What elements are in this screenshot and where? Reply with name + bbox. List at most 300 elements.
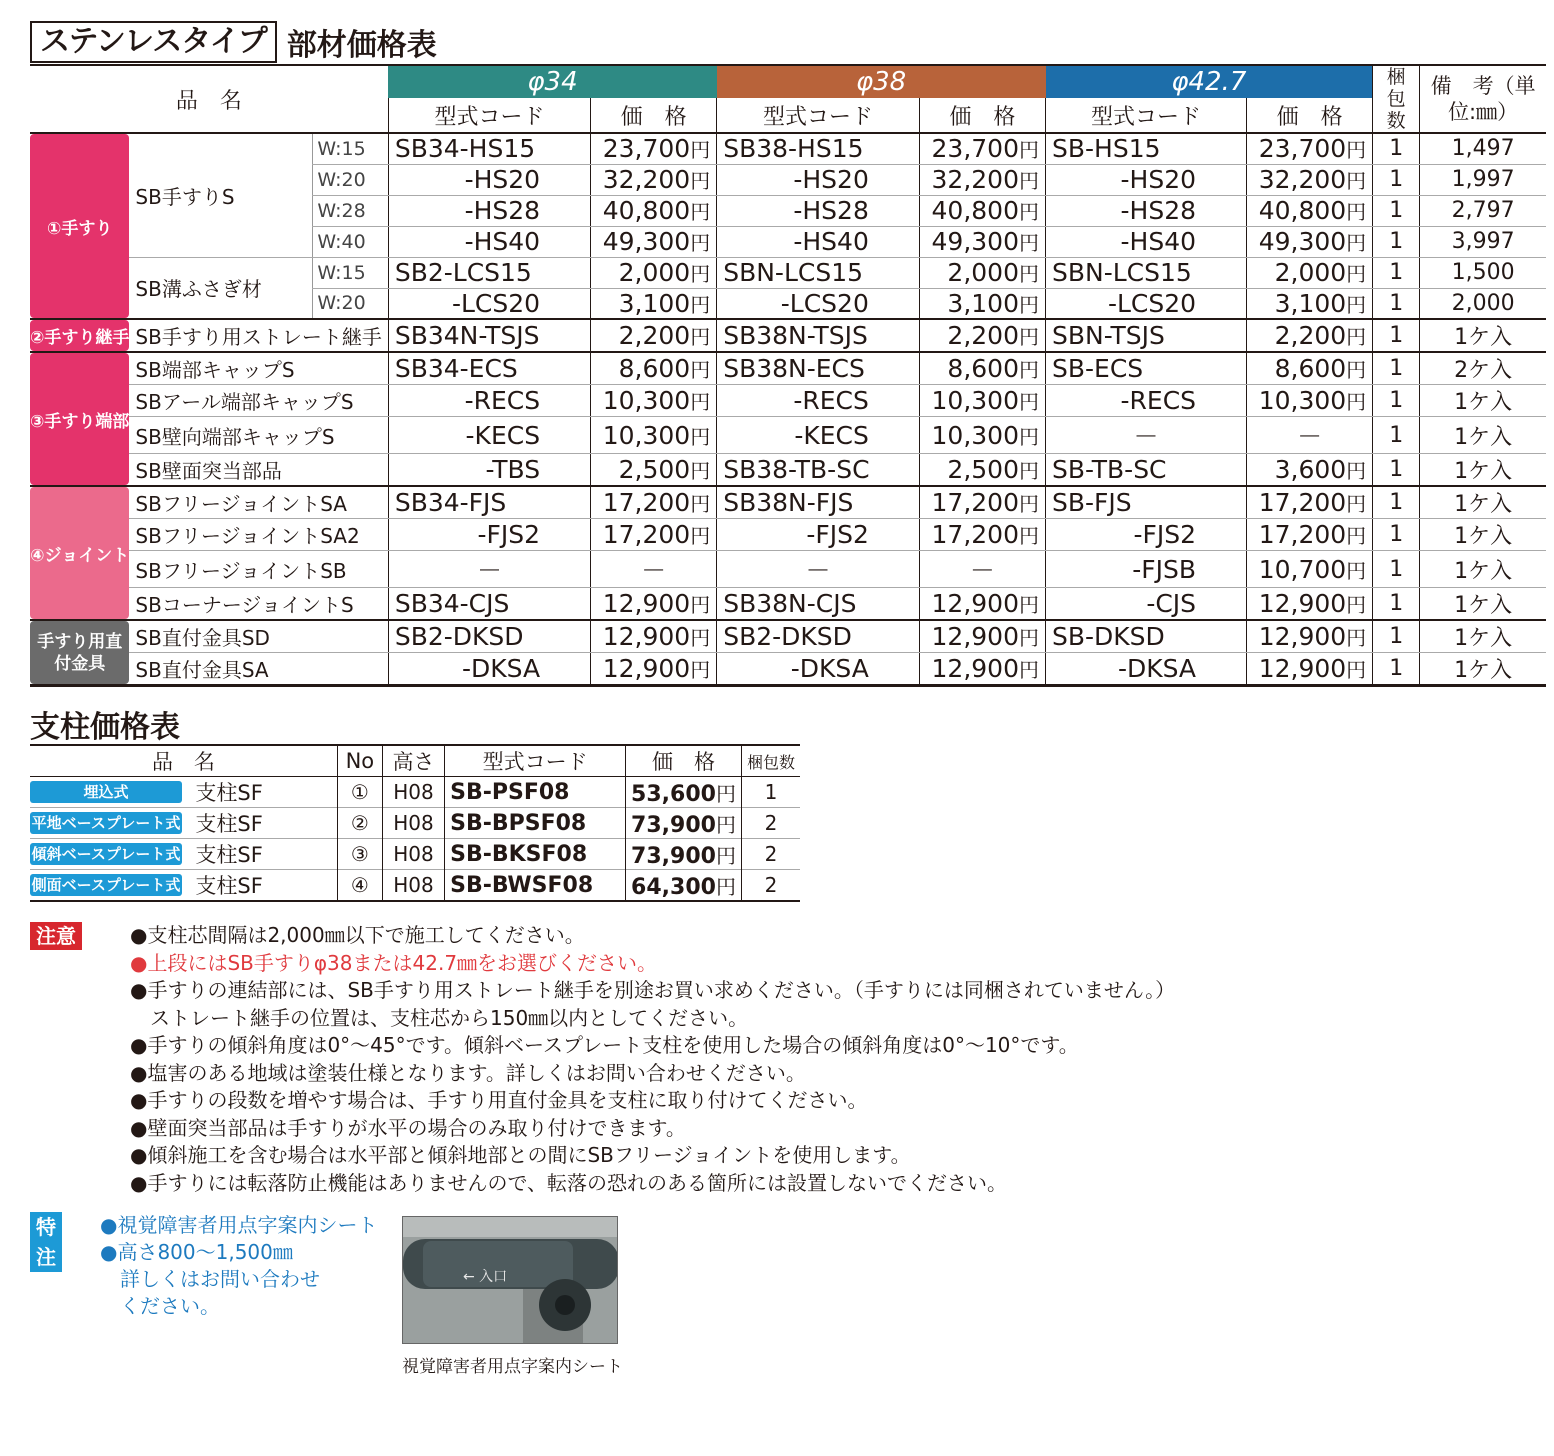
model-code: SB-HS15 <box>1046 133 1247 164</box>
yen-unit: 円 <box>1019 292 1039 317</box>
pack-qty: 1 <box>1373 486 1420 519</box>
model-code: -RECS <box>388 385 590 417</box>
post-no: ④ <box>337 870 382 902</box>
remark: 2,000 <box>1420 288 1546 319</box>
price-value: 2,000 <box>947 258 1019 287</box>
price-value: 10,700 <box>1258 554 1347 584</box>
price-value: 12,900 <box>931 622 1019 651</box>
special-item: ●高さ800～1,500㎜ <box>100 1240 293 1264</box>
note-item: ●上段にはSB手すりφ38または42.7㎜をお選びください。 <box>130 950 658 975</box>
width-spec: W:15 <box>313 257 388 288</box>
model-code: -FJS2 <box>388 519 590 551</box>
price-value: 40,800 <box>931 196 1019 225</box>
model-code: -FJS2 <box>1046 519 1247 551</box>
yen-unit: 円 <box>1019 169 1039 193</box>
remark: 1,997 <box>1420 164 1546 195</box>
price-value: 17,200 <box>1258 488 1347 517</box>
post-code: SB-BPSF08 <box>445 808 626 839</box>
yen-unit: 円 <box>1019 231 1039 255</box>
yen-unit: 円 <box>1019 390 1039 414</box>
pack-qty: 1 <box>1373 288 1420 319</box>
remark: 1ケ入 <box>1420 588 1546 621</box>
model-code: SB-DKSD <box>1046 620 1247 653</box>
pack-qty: 1 <box>1373 417 1420 454</box>
price-value: 23,700 <box>931 134 1019 164</box>
price-value: 17,200 <box>602 520 691 549</box>
col-code: 型式コード <box>388 98 590 133</box>
item-name: SB直付金具SD <box>129 620 388 653</box>
model-code: -FJSB <box>1046 551 1247 588</box>
model-code: -HS20 <box>388 164 590 195</box>
yen-unit: 円 <box>1346 593 1367 617</box>
price-value: 40,800 <box>1258 196 1347 225</box>
model-code: SB38N-CJS <box>717 588 920 621</box>
price-value: 49,300 <box>931 227 1019 256</box>
yen-unit: 円 <box>1019 200 1039 224</box>
parts-row <box>30 385 1546 417</box>
yen-unit: 円 <box>715 843 736 868</box>
col-d42: φ42.7 <box>1046 65 1373 98</box>
price-value: 3,100 <box>1274 288 1347 318</box>
remark: 1ケ入 <box>1420 551 1546 588</box>
pack-qty: 1 <box>1373 133 1420 164</box>
model-code: -DKSA <box>1046 653 1247 686</box>
parts-row <box>30 133 1546 164</box>
model-code: -HS28 <box>717 195 920 226</box>
remark: 1,497 <box>1420 133 1546 164</box>
model-code: -TBS <box>388 454 590 487</box>
yen-unit: 円 <box>1019 138 1039 163</box>
price-value: 49,300 <box>1258 227 1347 256</box>
posts-price-table <box>30 744 800 902</box>
category-badge: ③手すり端部 <box>30 353 129 485</box>
price-value: 10,300 <box>1258 386 1347 415</box>
model-code: SB38N-ECS <box>717 352 920 385</box>
price-value: 12,900 <box>931 589 1019 618</box>
pack-qty: 1 <box>1373 164 1420 195</box>
yen-unit: 円 <box>690 358 711 382</box>
remark: 1,500 <box>1420 257 1546 288</box>
col-note: 備 考（単位:㎜） <box>1420 65 1546 133</box>
model-code: SB34-HS15 <box>388 133 590 164</box>
model-code: -LCS20 <box>1046 288 1247 319</box>
yen-unit: 円 <box>1019 358 1039 382</box>
pack-qty: 1 <box>1373 588 1420 621</box>
yen-unit: 円 <box>690 138 711 163</box>
pack-qty: 1 <box>1373 653 1420 686</box>
yen-unit: 円 <box>1019 424 1039 449</box>
model-code: -FJS2 <box>717 519 920 551</box>
note-item: ●手すりには転落防止機能はありませんので、転落の恐れのある箇所には設置しないでください。 <box>130 1170 1008 1195</box>
model-code: SB34-FJS <box>388 486 590 519</box>
yen-unit: 円 <box>1346 492 1367 516</box>
post-height: H08 <box>382 839 444 870</box>
item-name: SBフリージョイントSB <box>129 551 388 588</box>
item-name: SB壁向端部キャップS <box>129 417 388 454</box>
model-code: － <box>717 551 920 588</box>
col-pack: 梱包数 <box>1373 65 1420 133</box>
posts-col-height: 高さ <box>382 745 444 777</box>
posts-col-name: 品 名 <box>30 745 337 777</box>
model-code: -RECS <box>1046 385 1247 417</box>
price-value: 12,900 <box>602 622 691 651</box>
remark: 3,997 <box>1420 226 1546 257</box>
price-value: 23,700 <box>1258 134 1347 164</box>
model-code: SB-ECS <box>1046 352 1247 385</box>
yen-unit: 円 <box>690 169 711 193</box>
yen-unit: 円 <box>1346 626 1367 650</box>
braille-sheet-photo <box>402 1216 618 1344</box>
model-code: -HS40 <box>717 226 920 257</box>
note-item: ●手すりの連結部には、SB手すり用ストレート継手を別途お買い求めください。（手すりには同梱されていません。） <box>130 978 1176 1002</box>
col-price: 価 格 <box>1247 98 1373 133</box>
posts-row <box>30 870 800 902</box>
posts-row <box>30 777 800 808</box>
item-name: SB手すり用ストレート継手 <box>135 325 382 349</box>
model-code: SB2-DKSD <box>388 620 590 653</box>
posts-col-no: No <box>337 745 382 777</box>
parts-price-table <box>30 64 1546 687</box>
yen-unit: 円 <box>1346 459 1367 483</box>
model-code: -LCS20 <box>388 288 590 319</box>
yen-unit: 円 <box>1019 492 1039 516</box>
post-price: 73,900 <box>631 812 716 838</box>
remark: 1ケ入 <box>1420 417 1546 454</box>
price-value: 49,300 <box>602 227 691 256</box>
pack-qty: 1 <box>1373 551 1420 588</box>
yen-unit: 円 <box>1346 138 1367 163</box>
parts-row <box>30 257 1546 288</box>
pack-qty: 1 <box>1373 352 1420 385</box>
yen-unit: 円 <box>690 593 711 617</box>
yen-unit: 円 <box>1346 325 1367 349</box>
yen-unit: 円 <box>690 524 711 548</box>
yen-unit: 円 <box>1346 524 1367 548</box>
parts-row <box>30 454 1546 487</box>
yen-unit: 円 <box>690 200 711 224</box>
posts-col-code: 型式コード <box>445 745 626 777</box>
yen-unit: 円 <box>715 781 736 806</box>
model-code: SB-TB-SC <box>1046 454 1247 487</box>
parts-row <box>30 319 1546 352</box>
col-code: 型式コード <box>1046 98 1247 133</box>
model-code: -KECS <box>388 417 590 454</box>
item-name: SB直付金具SA <box>135 658 269 682</box>
model-code: -RECS <box>717 385 920 417</box>
post-name: 支柱SF <box>195 812 263 836</box>
post-type-tag: 傾斜ベースプレート式 <box>31 845 181 863</box>
item-name: SB端部キャップS <box>129 352 388 385</box>
price-value: 10,300 <box>931 386 1019 415</box>
parts-row <box>30 620 1546 653</box>
model-code: -LCS20 <box>717 288 920 319</box>
yen-unit: 円 <box>1019 325 1039 349</box>
category-badge: 手すり用直付金具 <box>30 621 129 684</box>
price-value: 2,200 <box>618 321 691 350</box>
yen-unit: 円 <box>1346 658 1367 682</box>
width-spec: W:20 <box>313 164 388 195</box>
note-item: ●支柱芯間隔は2,000㎜以下で施工してください。 <box>130 923 585 947</box>
model-code: SB34-ECS <box>388 352 590 385</box>
photo-label: ← 入口 <box>463 1269 508 1285</box>
price-value: 2,000 <box>618 258 691 287</box>
price-value: 12,900 <box>602 589 691 618</box>
note-item: ●傾斜施工を含む場合は水平部と傾斜地部との間にSBフリージョイントを使用します。 <box>130 1143 911 1167</box>
width-spec: W:20 <box>313 288 388 319</box>
model-code: -KECS <box>717 417 920 454</box>
pack-qty: 1 <box>1373 226 1420 257</box>
item-name: SBフリージョイントSA2 <box>129 519 388 551</box>
parts-row <box>30 588 1546 621</box>
model-code: SB38N-FJS <box>717 486 920 519</box>
post-price: 64,300 <box>631 874 716 900</box>
post-height: H08 <box>382 808 444 839</box>
special-label: 特注 <box>30 1212 62 1272</box>
posts-col-pack: 梱包数 <box>741 745 800 777</box>
post-pack: 2 <box>741 870 800 902</box>
pack-qty: 1 <box>1373 195 1420 226</box>
remark: 1ケ入 <box>1420 519 1546 551</box>
yen-unit: 円 <box>690 390 711 414</box>
yen-unit: 円 <box>1346 262 1367 286</box>
yen-unit: 円 <box>1346 200 1367 224</box>
note-item: ストレート継手の位置は、支柱芯から150㎜以内としてください。 <box>130 1005 749 1030</box>
post-no: ③ <box>337 839 382 870</box>
price-value: 10,300 <box>602 420 691 450</box>
title-plain: 部材価格表 <box>286 28 437 63</box>
post-pack: 1 <box>741 777 800 808</box>
special-item: 詳しくはお問い合わせ <box>100 1267 320 1291</box>
price-value: 40,800 <box>602 196 691 225</box>
yen-unit: 円 <box>1019 658 1039 682</box>
post-height: H08 <box>382 777 444 808</box>
model-code: -HS40 <box>1046 226 1247 257</box>
yen-unit: 円 <box>690 492 711 516</box>
price-value: 8,600 <box>947 354 1019 383</box>
parts-row <box>30 519 1546 551</box>
yen-unit: 円 <box>690 459 711 483</box>
price-value: 12,900 <box>931 654 1019 683</box>
note-item: ●手すりの段数を増やす場合は、手すり用直付金具を支柱に取り付けてください。 <box>130 1088 868 1112</box>
col-name: 品 名 <box>30 65 388 133</box>
posts-title: 支柱価格表 <box>30 710 180 745</box>
price-value: 23,700 <box>602 134 691 164</box>
category-badge: ②手すり継手 <box>30 320 129 351</box>
price-value: 17,200 <box>931 488 1019 517</box>
parts-row <box>30 551 1546 588</box>
post-height: H08 <box>382 870 444 902</box>
model-code: SB38N-TSJS <box>717 319 920 352</box>
yen-unit: 円 <box>690 658 711 682</box>
price-value: 32,200 <box>1258 165 1347 194</box>
price-value: 3,100 <box>618 288 691 318</box>
pack-qty: 1 <box>1373 620 1420 653</box>
remark: 1ケ入 <box>1420 319 1546 352</box>
yen-unit: 円 <box>1019 262 1039 286</box>
model-code: SB38-HS15 <box>717 133 920 164</box>
post-type-tag: 側面ベースプレート式 <box>31 876 181 894</box>
yen-unit: 円 <box>1346 558 1367 583</box>
col-price: 価 格 <box>919 98 1045 133</box>
model-code: -CJS <box>1046 588 1247 621</box>
pack-qty: 1 <box>1373 385 1420 417</box>
remark: 1ケ入 <box>1420 385 1546 417</box>
remark: 2,797 <box>1420 195 1546 226</box>
yen-unit: 円 <box>1346 169 1367 193</box>
notes-list <box>130 922 1175 1197</box>
parts-row <box>30 417 1546 454</box>
post-code: SB-PSF08 <box>445 777 626 808</box>
price-value: 10,300 <box>602 386 691 415</box>
pack-qty: 1 <box>1373 319 1420 352</box>
model-code: SB34N-TSJS <box>388 319 590 352</box>
yen-unit: 円 <box>1019 459 1039 483</box>
model-code: SB2-LCS15 <box>388 257 590 288</box>
price-value: 17,200 <box>931 520 1019 549</box>
price-value: 2,000 <box>1274 258 1347 287</box>
price-value: 3,100 <box>947 288 1019 318</box>
price-value: 10,300 <box>931 420 1019 450</box>
yen-unit: 円 <box>690 626 711 650</box>
parts-row <box>30 486 1546 519</box>
post-name: 支柱SF <box>195 781 263 805</box>
price-value: 17,200 <box>1258 520 1347 549</box>
model-code: － <box>1046 417 1247 454</box>
posts-row <box>30 839 800 870</box>
parts-row <box>30 653 1546 686</box>
yen-unit: 円 <box>715 812 736 837</box>
model-code: -DKSA <box>388 653 590 686</box>
col-d34: φ34 <box>388 65 716 98</box>
model-code: -HS20 <box>1046 164 1247 195</box>
model-code: -HS20 <box>717 164 920 195</box>
page-title <box>30 20 437 64</box>
remark: 1ケ入 <box>1420 486 1546 519</box>
price-value: 12,900 <box>1258 589 1347 618</box>
remark: 1ケ入 <box>1420 454 1546 487</box>
post-no: ① <box>337 777 382 808</box>
remark: 1ケ入 <box>1420 653 1546 686</box>
parts-row <box>30 352 1546 385</box>
posts-row <box>30 808 800 839</box>
post-code: SB-BWSF08 <box>445 870 626 902</box>
price-value: 17,200 <box>602 488 691 517</box>
price-value: 2,200 <box>947 321 1019 350</box>
note-item: ●塩害のある地域は塗装仕様となります。詳しくはお問い合わせください。 <box>130 1060 806 1085</box>
note-item: ●手すりの傾斜角度は0°～45°です。傾斜ベースプレート支柱を使用した場合の傾斜角度は0°～10°です。 <box>130 1033 1079 1057</box>
special-item: ●視覚障害者用点字案内シート <box>100 1213 378 1237</box>
pack-qty: 1 <box>1373 454 1420 487</box>
price-value: 3,600 <box>1274 455 1347 484</box>
model-code: SBN-TSJS <box>1046 319 1247 352</box>
yen-unit: 円 <box>1346 390 1367 414</box>
model-code: -HS28 <box>1046 195 1247 226</box>
price-value: 2,200 <box>1274 321 1347 350</box>
special-item: ください。 <box>100 1294 220 1318</box>
model-code: SBN-LCS15 <box>1046 257 1247 288</box>
price-value: 32,200 <box>602 165 691 194</box>
post-no: ② <box>337 808 382 839</box>
post-type-tag: 平地ベースプレート式 <box>31 814 181 832</box>
model-code: -HS28 <box>388 195 590 226</box>
price-value: 32,200 <box>931 165 1019 194</box>
item-name: SBコーナージョイントS <box>135 593 354 617</box>
posts-col-price: 価 格 <box>626 745 742 777</box>
price-value: 8,600 <box>1274 354 1347 383</box>
remark: 1ケ入 <box>1420 620 1546 653</box>
yen-unit: 円 <box>690 325 711 349</box>
item-name: SB壁面突当部品 <box>135 459 282 483</box>
price-value: － <box>969 556 995 585</box>
model-code: SBN-LCS15 <box>717 257 920 288</box>
post-name: 支柱SF <box>195 874 263 898</box>
model-code: -HS40 <box>388 226 590 257</box>
price-value: 2,500 <box>618 455 691 484</box>
category-badge: ④ジョイント <box>30 487 129 619</box>
yen-unit: 円 <box>1346 292 1367 317</box>
col-price: 価 格 <box>591 98 717 133</box>
model-code: SB-FJS <box>1046 486 1247 519</box>
yen-unit: 円 <box>1346 231 1367 255</box>
price-value: 2,500 <box>947 455 1019 484</box>
category-badge: ①手すり <box>30 134 129 318</box>
post-type-tag: 埋込式 <box>30 781 182 803</box>
title-boxed: ステンレスタイプ <box>30 21 277 63</box>
yen-unit: 円 <box>690 262 711 286</box>
special-list <box>100 1212 400 1320</box>
pack-qty: 1 <box>1373 257 1420 288</box>
yen-unit: 円 <box>1019 593 1039 617</box>
model-code: SB38-TB-SC <box>717 454 920 487</box>
post-pack: 2 <box>741 808 800 839</box>
price-value: － <box>1297 422 1323 451</box>
item-name: SB溝ふさぎ材 <box>129 257 313 319</box>
item-name: SBアール端部キャップS <box>129 385 388 417</box>
width-spec: W:28 <box>313 195 388 226</box>
price-value: 12,900 <box>1258 622 1347 651</box>
note-item: ●壁面突当部品は手すりが水平の場合のみ取り付けできます。 <box>130 1115 686 1140</box>
yen-unit: 円 <box>1019 524 1039 548</box>
post-name: 支柱SF <box>195 843 263 867</box>
yen-unit: 円 <box>690 231 711 255</box>
width-spec: W:15 <box>313 133 388 164</box>
pack-qty: 1 <box>1373 519 1420 551</box>
yen-unit: 円 <box>690 292 711 317</box>
model-code: － <box>388 551 590 588</box>
model-code: SB34-CJS <box>388 588 590 621</box>
post-pack: 2 <box>741 839 800 870</box>
yen-unit: 円 <box>1019 626 1039 650</box>
item-name: SB手すりS <box>129 133 313 257</box>
notes-label: 注意 <box>30 922 82 950</box>
yen-unit: 円 <box>690 424 711 449</box>
post-price: 73,900 <box>631 843 716 869</box>
yen-unit: 円 <box>715 874 736 899</box>
yen-unit: 円 <box>1346 358 1367 382</box>
remark: 2ケ入 <box>1420 352 1546 385</box>
width-spec: W:40 <box>313 226 388 257</box>
col-d38: φ38 <box>717 65 1046 98</box>
model-code: SB2-DKSD <box>717 620 920 653</box>
model-code: -DKSA <box>717 653 920 686</box>
post-price: 53,600 <box>631 781 716 807</box>
price-value: 8,600 <box>618 354 691 383</box>
post-code: SB-BKSF08 <box>445 839 626 870</box>
price-value: 12,900 <box>602 654 691 683</box>
item-name: SBフリージョイントSA <box>129 486 388 519</box>
photo-caption: 視覚障害者用点字案内シート <box>402 1357 623 1377</box>
col-code: 型式コード <box>717 98 920 133</box>
